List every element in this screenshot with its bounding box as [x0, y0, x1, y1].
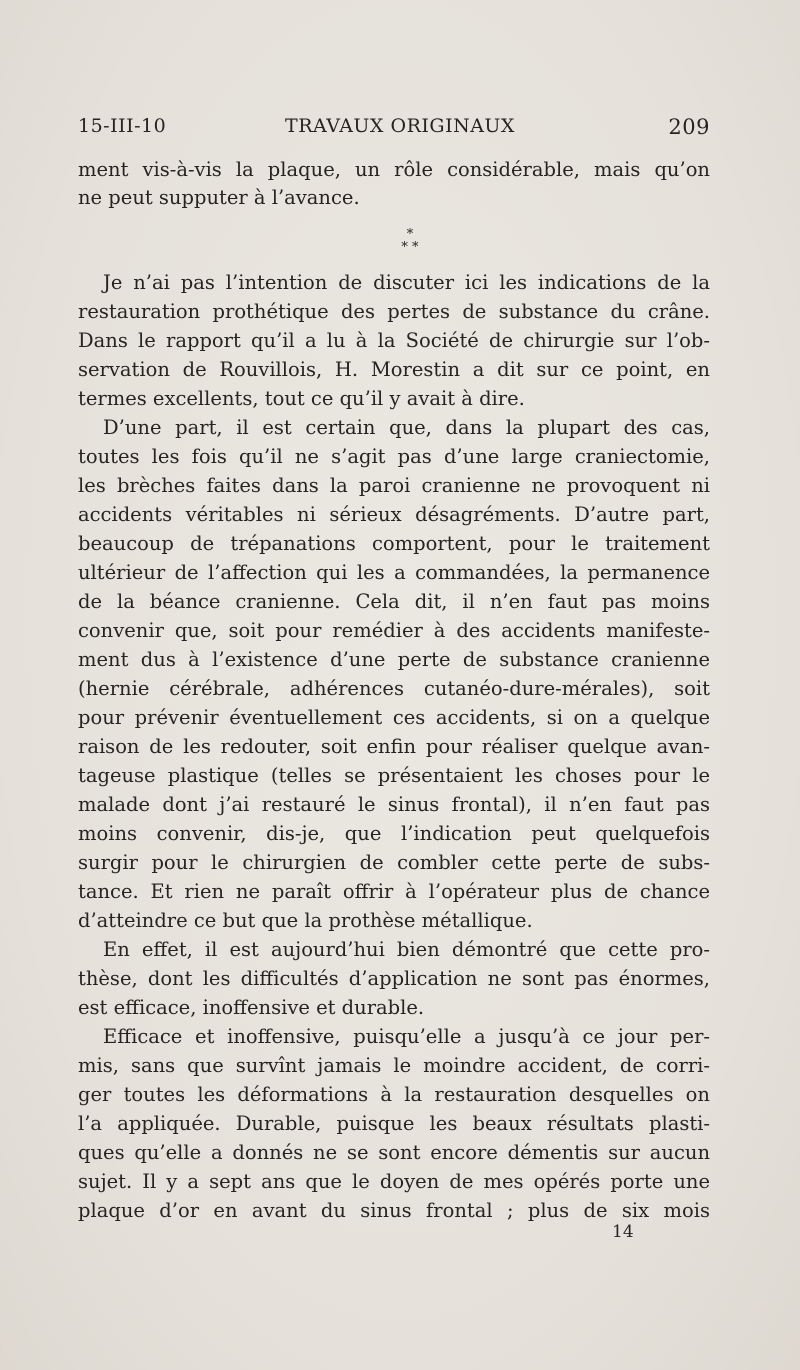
signature-mark: 14: [612, 1222, 634, 1242]
text-line: Je n’ai pas l’intention de discuter ici les indications de la: [103, 271, 710, 294]
text-line: de la béance cranienne. Cela dit, il n’en faut pas moins: [78, 590, 710, 613]
text-line: thèse, dont les difficultés d’application ne sont pas énormes,: [78, 967, 710, 990]
text-line: Dans le rapport qu’il a lu à la Société de chirurgie sur l’ob-: [78, 329, 710, 352]
text-line: pour prévenir éventuellement ces accidents, si on a quelque: [78, 706, 710, 729]
text-line: D’une part, il est certain que, dans la plupart des cas,: [103, 416, 710, 439]
text-line: ne peut supputer à l’avance.: [78, 186, 360, 209]
text-line: est efficace, inoffensive et durable.: [78, 996, 425, 1019]
section-separator-bottom: * *: [401, 240, 419, 255]
text-line: ment dus à l’existence d’une perte de substance cranienne: [78, 648, 710, 671]
text-line: ment vis-à-vis la plaque, un rôle considérable, mais qu’on: [78, 158, 710, 181]
text-line: malade dont j’ai restauré le sinus frontal), il n’en faut pas: [78, 793, 710, 816]
text-line: beaucoup de trépanations comportent, pour le traitement: [78, 532, 710, 555]
text-line: termes excellents, tout ce qu’il y avait à dire.: [78, 387, 525, 410]
text-line: les brèches faites dans la paroi cranienne ne provoquent ni: [78, 474, 710, 497]
text-line: servation de Rouvillois, H. Morestin a dit sur ce point, en: [78, 358, 710, 381]
text-line: mis, sans que survînt jamais le moindre accident, de corri-: [78, 1054, 710, 1077]
text-line: ultérieur de l’affection qui les a commandées, la permanence: [78, 561, 710, 584]
text-line: ques qu’elle a donnés ne se sont encore démentis sur aucun: [78, 1141, 710, 1164]
text-line: plaque d’or en avant du sinus frontal ; plus de six mois: [78, 1199, 710, 1222]
text-line: ger toutes les déformations à la restauration desquelles on: [78, 1083, 710, 1106]
text-line: accidents véritables ni sérieux désagréments. D’autre part,: [78, 503, 710, 526]
text-line: En effet, il est aujourd’hui bien démontré que cette pro-: [103, 938, 710, 961]
header-title: TRAVAUX ORIGINAUX: [285, 115, 515, 137]
text-line: restauration prothétique des pertes de substance du crâne.: [78, 300, 710, 323]
text-line: toutes les fois qu’il ne s’agit pas d’une large craniectomie,: [78, 445, 710, 468]
text-line: (hernie cérébrale, adhérences cutanéo-dure-mérales), soit: [78, 677, 710, 700]
text-line: sujet. Il y a sept ans que le doyen de mes opérés porte une: [78, 1170, 710, 1193]
text-line: tance. Et rien ne paraît offrir à l’opérateur plus de chance: [78, 880, 710, 903]
text-line: moins convenir, dis-je, que l’indication peut quelquefois: [78, 822, 710, 845]
text-line: d’atteindre ce but que la prothèse métallique.: [78, 909, 533, 932]
header-date: 15-III-10: [78, 115, 167, 137]
page-number: 209: [668, 115, 710, 139]
text-line: convenir que, soit pour remédier à des accidents manifeste-: [78, 619, 710, 642]
text-line: Efficace et inoffensive, puisqu’elle a jusqu’à ce jour per-: [103, 1025, 710, 1048]
section-separator-top: *: [406, 227, 414, 242]
text-line: tageuse plastique (telles se présentaient les choses pour le: [78, 764, 710, 787]
text-line: raison de les redouter, soit enfin pour réaliser quelque avan-: [78, 735, 710, 758]
running-header: [78, 115, 710, 145]
text-line: surgir pour le chirurgien de combler cette perte de subs-: [78, 851, 710, 874]
text-line: l’a appliquée. Durable, puisque les beaux résultats plasti-: [78, 1112, 710, 1135]
